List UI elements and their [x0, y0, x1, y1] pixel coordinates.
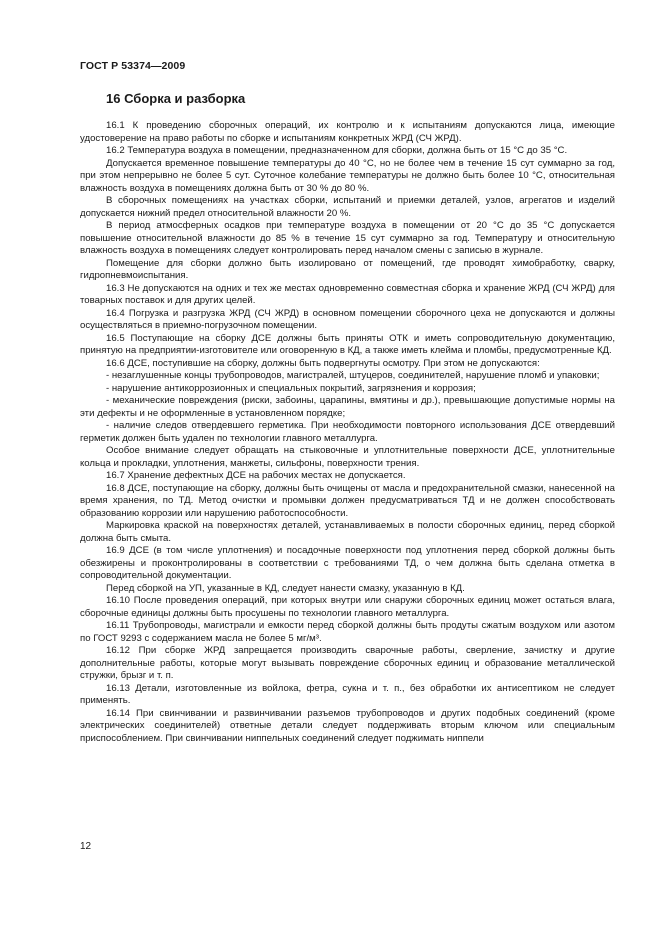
paragraph: 16.8 ДСЕ, поступающие на сборку, должны быть очищены от масла и предохранительной смазки, нанесенной на время хранения, по ТД. Метод очистки и промывки должен предусматриваться ТД и не должен способствовать образованию коррозии или нарушению работоспособности.	[80, 482, 615, 519]
paragraph: 16.1 К проведению сборочных операций, их контролю и к испытаниям допускаются лица, имеющие удостоверение на право работы по сборке и испытаниям конкретных ЖРД (СЧ ЖРД).	[80, 120, 615, 144]
paragraph: 16.9 ДСЕ (в том числе уплотнения) и посадочные поверхности под уплотнения перед сборкой должны быть обезжирены и проконтролированы в соответствии с требованиями ТД, о чем должна быть сделана отметка в сопроводительной документации.	[80, 545, 615, 581]
paragraph: 16.14 При свинчивании и развинчивании разъемов трубопроводов и других подобных соединений (кроме электрических соединителей) ответные детали следует поддерживать вторым ключом или специальным приспособлением. При свинчивании ниппельных соединений следует поджимать ниппели	[80, 707, 615, 744]
paragraph: В сборочных помещениях на участках сборки, испытаний и приемки деталей, узлов, агрегатов и изделий допускается нижний предел относительной влажности 20 %.	[80, 195, 615, 219]
document-code: ГОСТ Р 53374—2009	[80, 60, 186, 72]
paragraph: 16.13 Детали, изготовленные из войлока, фетра, сукна и т. п., без обработки их антисептиком не следует применять.	[80, 682, 615, 706]
paragraph: 16.6 ДСЕ, поступившие на сборку, должны быть подвергнуты осмотру. При этом не допускаются:	[106, 357, 540, 369]
list-item: - наличие следов отвердевшего герметика. При необходимости повторного использования ДСЕ отвердевший герметик должен быть удален по технологии главного металлурга.	[80, 420, 615, 444]
paragraph: Допускается временное повышение температуры до 40 °С, но не более чем в течение 15 сут суммарно за год, при этом непрерывно не более 5 сут. Суточное колебание температуры не должно быть более 10 °С, относительная влажность воздуха в помещениях должна быть от 30 % до 80 %.	[80, 157, 615, 194]
paragraph: 16.7 Хранение дефектных ДСЕ на рабочих местах не допускается.	[106, 470, 406, 481]
section-body	[80, 120, 615, 745]
paragraph: Помещение для сборки должно быть изолировано от помещений, где проводят химобработку, сварку, гидропневмоиспытания.	[80, 257, 615, 281]
paragraph: Перед сборкой на УП, указанные в КД, следует нанести смазку, указанную в КД.	[106, 582, 465, 594]
paragraph: 16.4 Погрузка и разгрузка ЖРД (СЧ ЖРД) в основном помещении сборочного цеха не допускаются и должны осуществляться в приемно-погрузочном помещении.	[80, 307, 615, 331]
paragraph: Особое внимание следует обращать на стыковочные и уплотнительные поверхности ДСЕ, уплотнительные кольца и прокладки, уплотнения, манжеты, сильфоны, поверхности трения.	[80, 445, 615, 469]
paragraph: 16.12 При сборке ЖРД запрещается производить сварочные работы, сверление, зачистку и другие дополнительные работы, которые могут вызывать повреждение сборочных единиц и образование металлической стружки, брызг и т. п.	[80, 645, 615, 681]
list-item: - незаглушенные концы трубопроводов, магистралей, штуцеров, соединителей, нарушение пломб и упаковки;	[106, 370, 600, 381]
paragraph: В период атмосферных осадков при температуре воздуха в помещении от 20 °С до 35 °С допускается повышение относительной влажности до 85 % в течение 15 сут суммарно за год. Температуру и относительную влажность воздуха в помещениях следует контролировать перед началом смены с записью в журнале.	[80, 220, 615, 256]
paragraph: 16.3 Не допускаются на одних и тех же местах одновременно совместная сборка и хранение ЖРД (СЧ ЖРД) для товарных поставок и для других целей.	[80, 282, 615, 306]
paragraph: Маркировка краской на поверхностях деталей, устанавливаемых в полости сборочных единиц, перед сборкой должна быть смыта.	[80, 520, 615, 544]
section-title: 16 Сборка и разборка	[106, 91, 246, 106]
page-number: 12	[80, 841, 92, 852]
paragraph: 16.2 Температура воздуха в помещении, предназначенном для сборки, должна быть от 15 °С до 35 °С.	[106, 145, 568, 156]
paragraph: 16.10 После проведения операций, при которых внутри или снаружи сборочных единиц может остаться влага, сборочные единицы должны быть просушены по технологии главного металлурга.	[80, 595, 615, 619]
paragraph: 16.11 Трубопроводы, магистрали и емкости перед сборкой должны быть продуты сжатым воздухом или азотом по ГОСТ 9293 с содержанием масла не более 5 мг/м³.	[80, 620, 615, 644]
list-item: - механические повреждения (риски, забоины, царапины, вмятины и др.), превышающие допустимые нормы на эти дефекты и не оформленные в установленном порядке;	[80, 395, 615, 419]
paragraph: 16.5 Поступающие на сборку ДСЕ должны быть приняты ОТК и иметь сопроводительную документацию, принятую на предприятии-изготовителе или оговоренную в КД, а также иметь клейма и пломбы, предусмотренные КД.	[80, 332, 615, 356]
list-item: - нарушение антикоррозионных и специальных покрытий, загрязнения и коррозия;	[106, 382, 476, 394]
